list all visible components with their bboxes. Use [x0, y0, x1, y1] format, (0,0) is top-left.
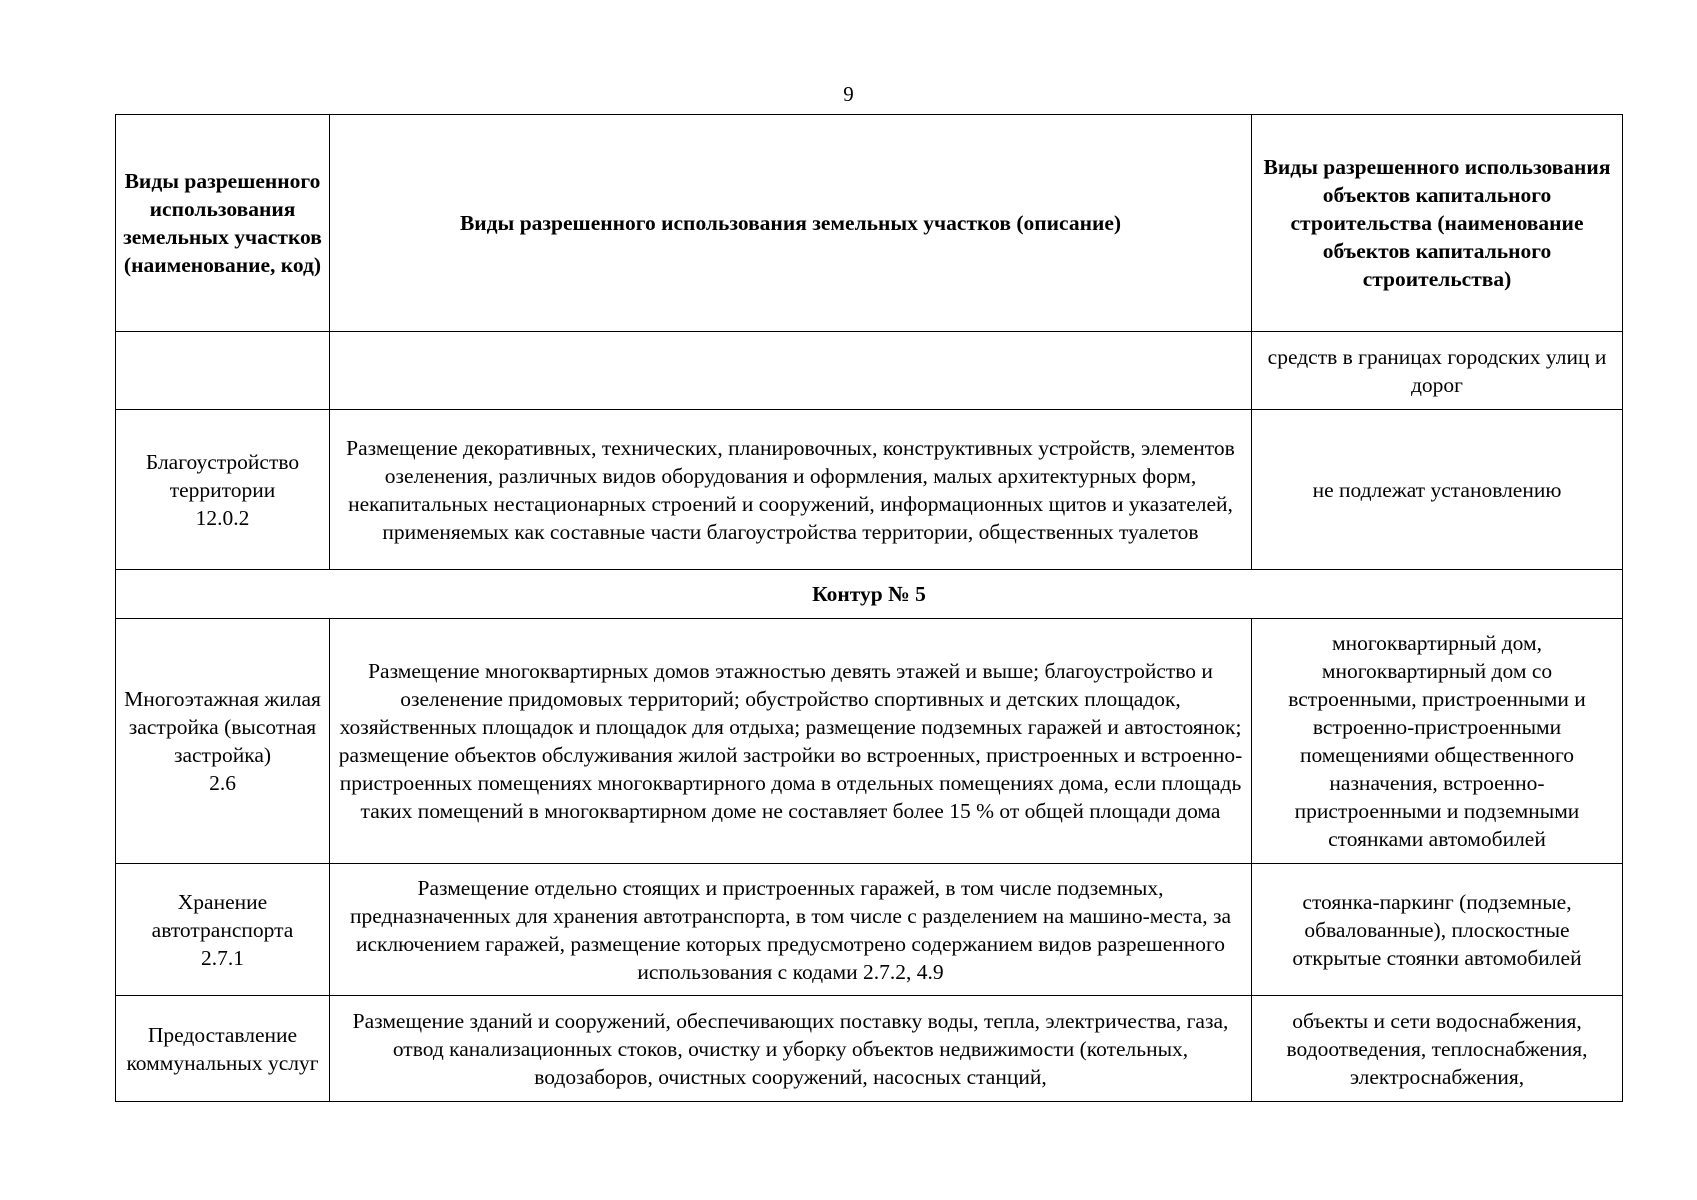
- cell-objects: средств в границах городских улиц и дорог: [1252, 332, 1623, 410]
- land-use-table: [115, 114, 1623, 1102]
- table-row: [116, 864, 1623, 996]
- cell-name: Многоэтажная жилая застройка (высотная застройка) 2.6: [116, 619, 330, 864]
- cell-objects: объекты и сети водоснабжения, водоотведения, теплоснабжения, электроснабжения,: [1252, 996, 1623, 1102]
- cell-description: [330, 332, 1252, 410]
- cell-objects: не подлежат установлению: [1252, 410, 1623, 570]
- cell-objects: многоквартирный дом, многоквартирный дом со встроенными, пристроенными и встроенно-пристроенными помещениями общественного назначения, встроенно-пристроенными и подземными стоянками автомобилей: [1252, 619, 1623, 864]
- cell-description: Размещение многоквартирных домов этажностью девять этажей и выше; благоустройство и озеленение придомовых территорий; обустройство спортивных и детских площадок, хозяйственных площадок и площадок для отдыха; размещение подземных гаражей и автостоянок; размещение объектов обслуживания жилой застройки во встроенных, пристроенных и встроенно-пристроенных помещениях многоквартирного дома в отдельных помещениях дома, если площадь таких помещений в многоквартирном доме не составляет более 15 % от общей площади дома: [330, 619, 1252, 864]
- cell-name: Предоставление коммунальных услуг: [116, 996, 330, 1102]
- cell-name: Хранение автотранспорта 2.7.1: [116, 864, 330, 996]
- cell-description: Размещение декоративных, технических, планировочных, конструктивных устройств, элементов озеленения, различных видов оборудования и оформления, малых архитектурных форм, некапитальных нестационарных строений и сооружений, информационных щитов и указателей, применяемых как составные части благоустройства территории, общественных туалетов: [330, 410, 1252, 570]
- table-header-row: [116, 115, 1623, 332]
- cell-description: Размещение зданий и сооружений, обеспечивающих поставку воды, тепла, электричества, газа, отвод канализационных стоков, очистку и уборку объектов недвижимости (котельных, водозаборов, очистных сооружений, насосных станций,: [330, 996, 1252, 1102]
- cell-name: [116, 332, 330, 410]
- table-row: [116, 619, 1623, 864]
- header-land-use-description: Виды разрешенного использования земельных участков (описание): [330, 115, 1252, 332]
- section-title: Контур № 5: [116, 570, 1623, 619]
- cell-objects: стоянка-паркинг (подземные, обвалованные), плоскостные открытые стоянки автомобилей: [1252, 864, 1623, 996]
- header-land-use-name: Виды разрешенного использования земельных участков (наименование, код): [116, 115, 330, 332]
- cell-name: Благоустройство территории 12.0.2: [116, 410, 330, 570]
- header-capital-objects: Виды разрешенного использования объектов капитального строительства (наименование объектов капитального строительства): [1252, 115, 1623, 332]
- table-row: [116, 332, 1623, 410]
- table-row: [116, 410, 1623, 570]
- section-row: [116, 570, 1623, 619]
- cell-description: Размещение отдельно стоящих и пристроенных гаражей, в том числе подземных, предназначенных для хранения автотранспорта, в том числе с разделением на машино-места, за исключением гаражей, размещение которых предусмотрено содержанием видов разрешенного использования с кодами 2.7.2, 4.9: [330, 864, 1252, 996]
- page-number: 9: [843, 82, 854, 106]
- table-row: [116, 996, 1623, 1102]
